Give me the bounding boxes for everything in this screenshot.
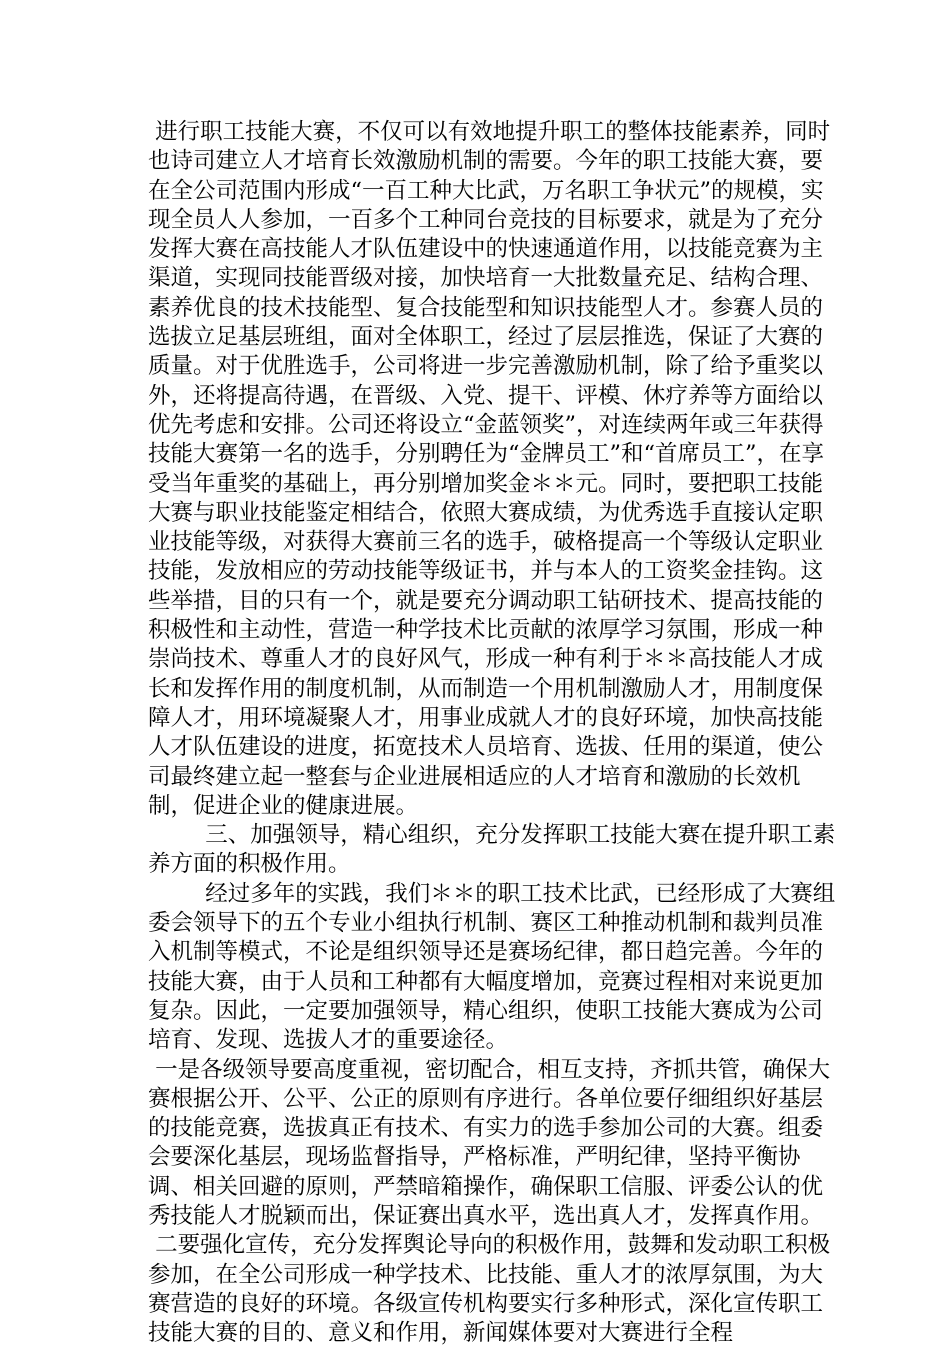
document-body xyxy=(148,118,838,1348)
paragraph-point-two-publicity: 二要强化宣传，充分发挥舆论导向的积极作用，鼓舞和发动职工积极参加，在全公司形成一种学技术、比技能、重人才的浓厚氛围，为大赛营造的良好的环境。各级宣传机构要实行多种形式，深化宣传职工技能大赛的目的、意义和作用，新闻媒体要对大赛进行全程 xyxy=(148,1232,831,1347)
section-heading-three: 三、加强领导，精心组织，充分发挥职工技能大赛在提升职工素养方面的积极作用。 xyxy=(148,822,836,878)
paragraph-skills-competition-incentives: 进行职工技能大赛，不仅可以有效地提升职工的整体技能素养，同时也诗司建立人才培育长效激励机制的需要。今年的职工技能大赛，要在全公司范围内形成“一百工种大比武，万名职工争状元”的规模，实现全员人人参加，一百多个工种同台竞技的目标要求，就是为了充分发挥大赛在高技能人才队伍建设中的快速通道作用，以技能竞赛为主渠道，实现同技能晋级对接，加快培育一大批数量充足、结构合理、素养优良的技术技能型、复合技能型和知识技能型人才。参赛人员的选拔立足基层班组，面对全体职工，经过了层层推选，保证了大赛的质量。对于优胜选手，公司将进一步完善激励机制，除了给予重奖以外，还将提高待遇，在晋级、入党、提干、评模、休疗养等方面给以优先考虑和安排。公司还将设立“金蓝领奖”，对连续两年或三年获得技能大赛第一名的选手，分别聘任为“金牌员工”和“首席员工”，在享受当年重奖的基础上，再分别增加奖金＊＊元。同时，要把职工技能大赛与职业技能鉴定相结合，依照大赛成绩，为优秀选手直接认定职业技能等级，对获得大赛前三名的选手，破格提高一个等级认定职业技能，发放相应的劳动技能等级证书，并与本人的工资奖金挂钩。这些举措，目的只有一个，就是要充分调动职工钻研技术、提高技能的积极性和主动性，营造一种学技术比贡献的浓厚学习氛围，形成一种崇尚技术、尊重人才的良好风气，形成一种有利于＊＊高技能人才成长和发挥作用的制度机制，从而制造一个用机制激励人才，用制度保障人才，用环境凝聚人才，用事业成就人才的良好环境，加快高技能人才队伍建设的进度，拓宽技术人员培育、选拔、任用的渠道，使公司最终建立起一整套与企业进展相适应的人才培育和激励的长效机制，促进企业的健康进展。 xyxy=(148,119,831,819)
paragraph-practice-experience: 经过多年的实践，我们＊＊的职工技术比武，已经形成了大赛组委会领导下的五个专业小组执行机制、赛区工种推动机制和裁判员准入机制等模式，不论是组织领导还是赛场纪律，都日趋完善。今年的技能大赛，由于人员和工种都有大幅度增加，竞赛过程相对来说更加复杂。因此，一定要加强领导，精心组织，使职工技能大赛成为公司培育、发现、选拔人才的重要途径。 xyxy=(148,880,836,1054)
paragraph-point-one-leadership: 一是各级领导要高度重视，密切配合，相互支持，齐抓共管，确保大赛根据公开、公平、公正的原则有序进行。各单位要仔细组织好基层的技能竞赛，选拔真正有技术、有实力的选手参加公司的大赛。组委会要深化基层，现场监督指导，严格标准，严明纪律，坚持平衡协调、相关回避的原则，严禁暗箱操作，确保职工信服、评委公认的优秀技能人才脱颖而出，保证赛出真水平，选出真人才，发挥真作用。 xyxy=(148,1056,831,1229)
